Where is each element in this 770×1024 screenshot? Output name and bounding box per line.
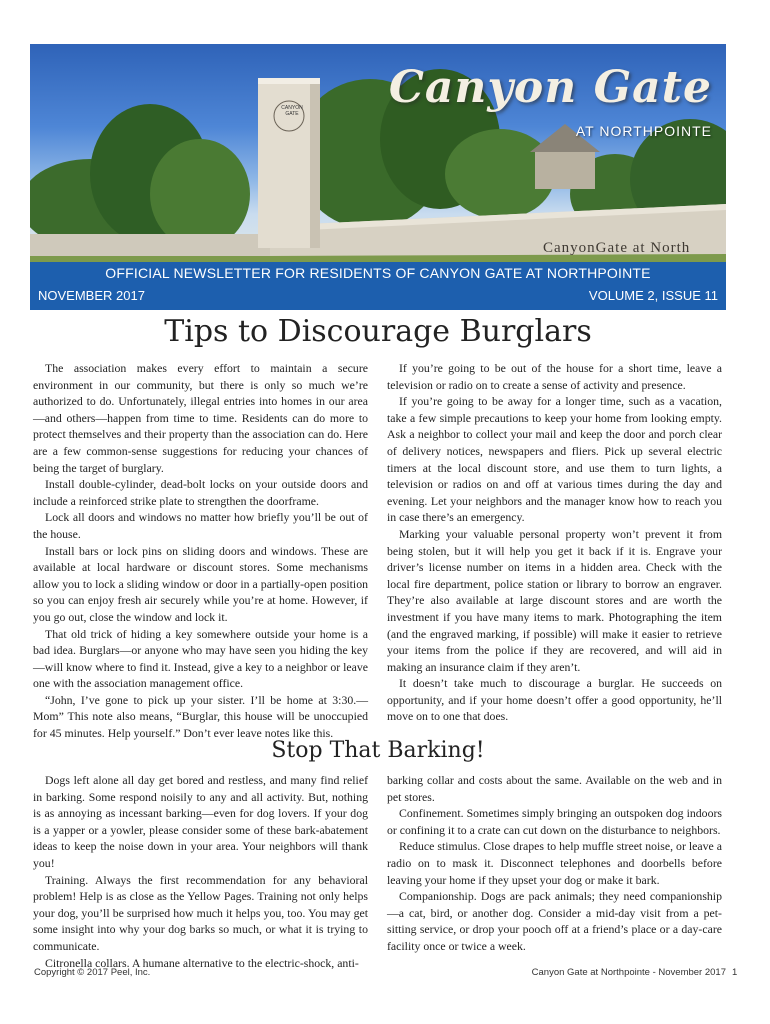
paragraph: Install double-cylinder, dead-bolt locks on your outside doors and include a reinforced strike plate to strengthen the doorframe.: [33, 477, 368, 508]
paragraph: Lock all doors and windows no matter how briefly you’ll be out of the house.: [33, 510, 368, 541]
paragraph: Dogs left alone all day get bored and restless, and many find relief in barking. Some respond noisily to any and all activity. But, nothing is as annoying as incessant barking—even for dog lovers. If your dog is a yapper or a yowler, please consider some of these bark-abatement ideas to keep the noise down in your area. Your neighbors will thank you!: [33, 773, 368, 870]
paragraph: It doesn’t take much to discourage a burglar. He succeeds on opportunity, and if your home doesn’t offer a good opportunity, he’ll move on to one that does.: [387, 676, 722, 724]
paragraph: The association makes every effort to maintain a secure environment in our community, but there is only so much we’re authorized to do. Unfortunately, illegal entries into homes in our area—and others—happen from time to time. Residents can do more to protect themselves and their property than the association can do. Here are a few common-sense suggestions for reducing your chances of being the target of burglary.: [33, 361, 368, 475]
issue-strip: [30, 262, 726, 310]
issue-volume: VOLUME 2, ISSUE 11: [588, 288, 718, 303]
footer-issue: Canyon Gate at Northpointe - November 2017: [531, 967, 726, 978]
paragraph: Training. Always the first recommendation for any behavioral problem! Help is as close as the Yellow Pages. Training not only helps your dog, you’ll be surprised how much it helps you, too. You may get some insight into why your dog barks so much, or what it is trying to communicate.: [33, 872, 368, 953]
page-number: 1: [732, 967, 738, 978]
paragraph: barking collar and costs about the same. Available on the web and in pet stores.: [387, 773, 722, 804]
paragraph: That old trick of hiding a key somewhere outside your home is a bad idea. Burglars—or anyone who may have seen you hiding the key—will know where to find it. Instead, give a key to a neighbor or leave one with the association management office.: [33, 626, 368, 691]
article-column-right: [387, 772, 722, 955]
newsletter-title: Canyon Gate: [388, 62, 712, 113]
brand-block: [389, 62, 712, 139]
article-headline: Stop That Barking!: [271, 738, 485, 763]
paragraph: Citronella collars. A humane alternative to the electric-shock, anti-: [45, 955, 359, 970]
paragraph: Companionship. Dogs are pack animals; they need companionship—a cat, bird, or another dog. Consider a mid-day visit from a pet-sitting service, or drop your pooch off at a friend’s place or a day-care facility once or twice a week.: [387, 889, 722, 953]
article-column-left: [33, 360, 368, 742]
article-column-left: [33, 772, 368, 971]
article-headline: Tips to Discourage Burglars: [164, 314, 592, 349]
issue-date: NOVEMBER 2017: [38, 288, 145, 303]
monument-sign-text: CANYON GATE: [281, 105, 303, 117]
newsletter-tagline: OFFICIAL NEWSLETTER FOR RESIDENTS OF CANYON GATE AT NORTHPOINTE: [105, 265, 651, 281]
masthead-banner: [30, 44, 726, 262]
newsletter-subtitle: AT NORTHPOINTE: [575, 123, 712, 139]
paragraph: Marking your valuable personal property won’t prevent it from being stolen, but it will help you get it back if it is. Engrave your driver’s license number on items in a hidden area. Check with the local fire department, police station or library to borrow an engraver. They’re also available at large discount stores and are worth the investment if you have many items to mark. Photographing the item (and the engraved marking, if possible) will make it easier to retrieve your items from the police if they are recovered, and will aid in making an insurance claim if they aren’t.: [387, 526, 722, 674]
paragraph: Confinement. Sometimes simply bringing an outspoken dog indoors or confining it to a crate can cut down on the disturbance to neighbors.: [387, 806, 722, 837]
footer-copyright: Copyright © 2017 Peel, Inc.: [34, 967, 151, 978]
paragraph: Install bars or lock pins on sliding doors and windows. These are available at local hardware or discount stores. Some mechanisms allow you to lock a sliding window or door in a partially-open position so you can enjoy fresh air securely while you’re at home. However, if you go out, close the window and lock it.: [33, 543, 368, 624]
article-column-right: [387, 360, 722, 725]
paragraph: Reduce stimulus. Close drapes to help muffle street noise, or leave a radio on to mask it. Disconnect telephones and doorbells before leaving your home if they upset your dog or make it bark.: [387, 839, 722, 887]
paragraph: If you’re going to be away for a longer time, such as a vacation, take a few simple precautions to keep your home from looking empty. Ask a neighbor to collect your mail and keep the door and porch clear of delivery notices, newspapers and fliers. Pick up several electric timers at the local discount store, and use them to turn lights, a television or radios on and off at various times during the day and evening. Let your neighbors and the manager know how to reach you in case there’s an emergency.: [387, 394, 722, 525]
wall-sign-text: CanyonGate at North: [543, 240, 691, 256]
paragraph: If you’re going to be out of the house for a short time, leave a television or radio on to create a sense of activity and presence.: [387, 361, 722, 392]
paragraph: “John, I’ve gone to pick up your sister. I’ll be home at 3:30.—Mom” This note also means, “Burglar, this house will be unoccupied for 45 minutes. Help yourself.” Don’t ever leave notes like this.: [33, 692, 368, 741]
